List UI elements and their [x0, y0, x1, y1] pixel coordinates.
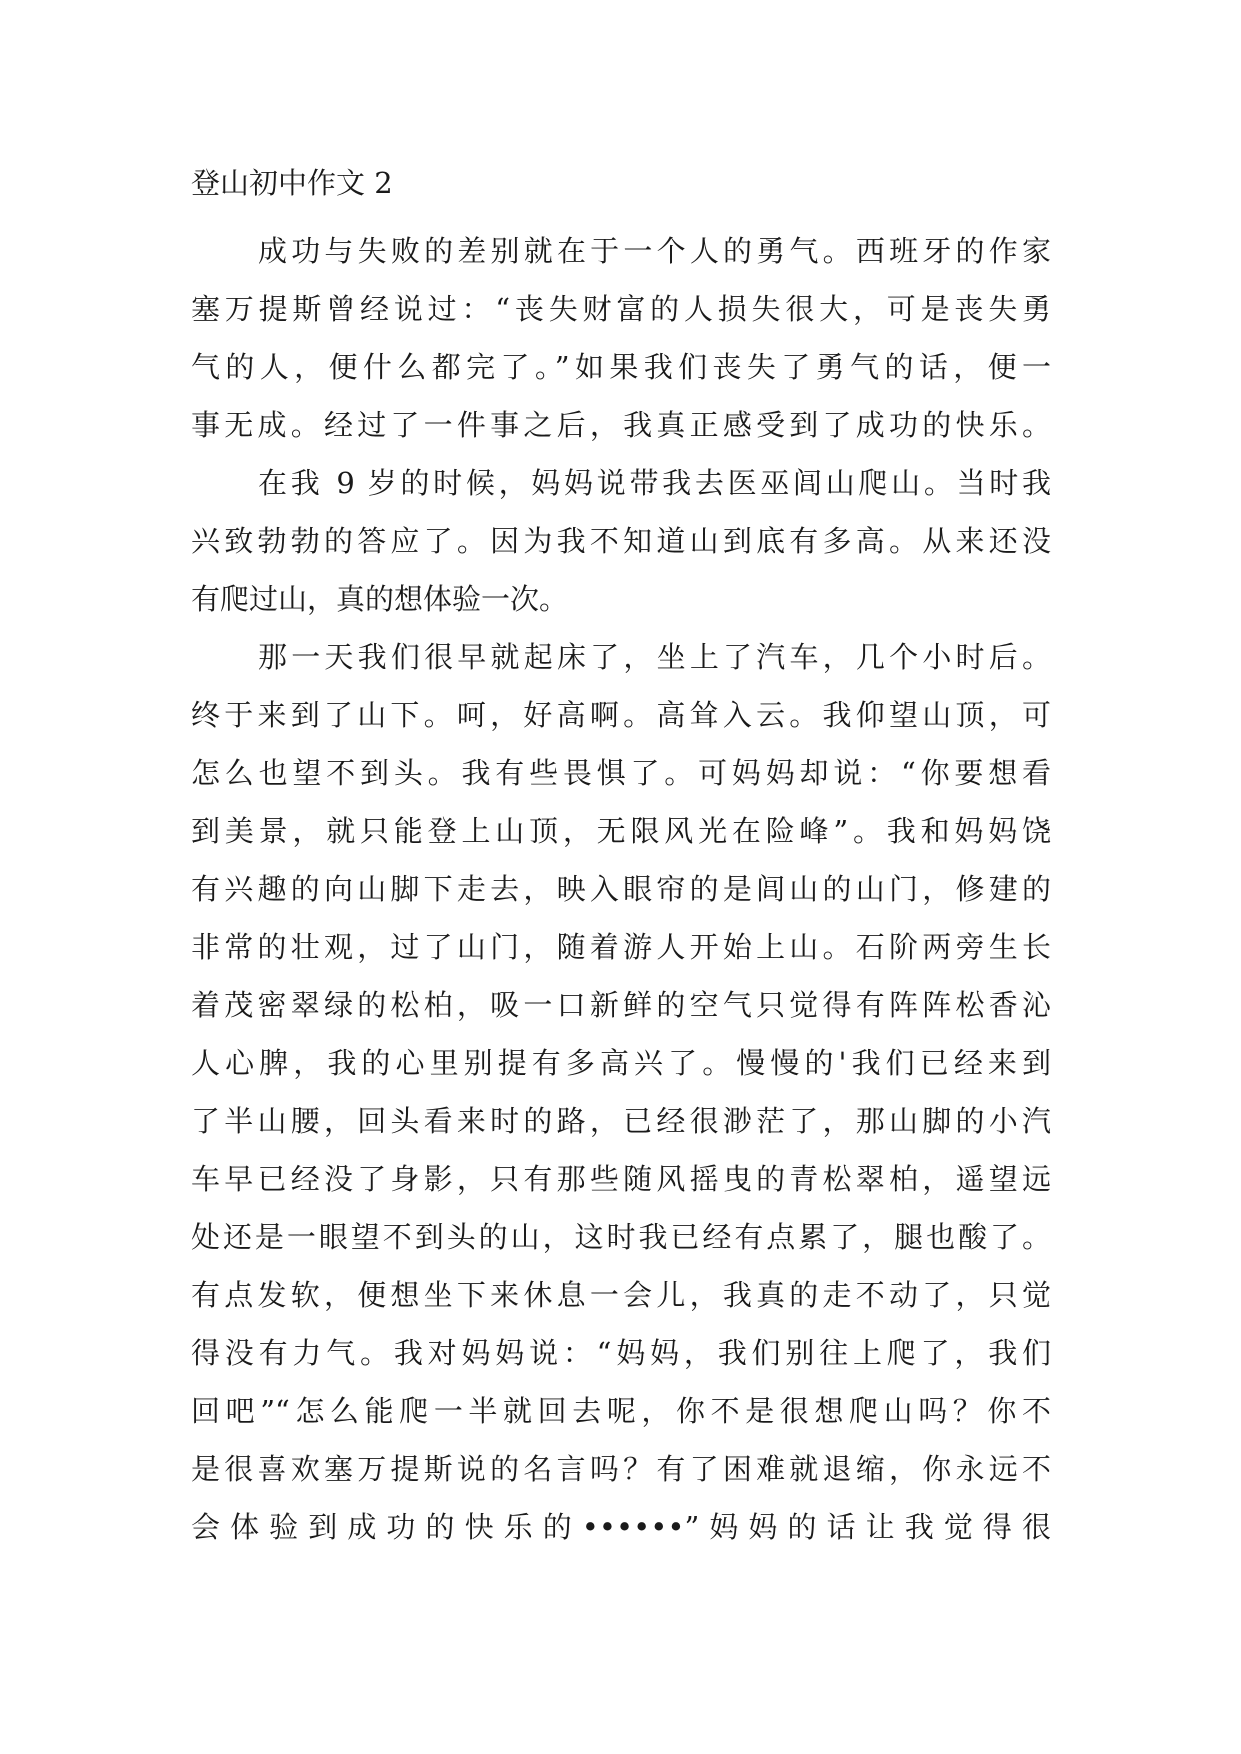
text-line: 兴致勃勃的答应了。因为我不知道山到底有多高。从来还没: [191, 524, 1051, 558]
text-line: 了半山腰，回头看来时的路，已经很渺茫了，那山脚的小汽: [191, 1104, 1051, 1138]
text-line: 那一天我们很早就起床了，坐上了汽车，几个小时后。: [258, 640, 1051, 674]
text-line: 是很喜欢塞万提斯说的名言吗？有了困难就退缩，你永远不: [191, 1452, 1051, 1486]
essay-body: [191, 222, 1051, 1556]
text-line: 处还是一眼望不到头的山，这时我已经有点累了，腿也酸了。: [191, 1220, 1051, 1254]
text-line: 得没有力气。我对妈妈说：“妈妈，我们别往上爬了，我们: [191, 1336, 1051, 1370]
text-line: 终于来到了山下。呵，好高啊。高耸入云。我仰望山顶，可: [191, 698, 1051, 732]
text-line: 在我 9 岁的时候，妈妈说带我去医巫闾山爬山。当时我: [258, 466, 1051, 500]
text-line: 会体验到成功的快乐的••••••”妈妈的话让我觉得很: [191, 1510, 1051, 1544]
document-title: 登山初中作文 2: [191, 166, 393, 200]
text-line: 事无成。经过了一件事之后，我真正感受到了成功的快乐。: [191, 408, 1051, 442]
text-line: 成功与失败的差别就在于一个人的勇气。西班牙的作家: [258, 234, 1051, 268]
text-line: 非常的壮观，过了山门，随着游人开始上山。石阶两旁生长: [191, 930, 1051, 964]
text-line: 到美景，就只能登上山顶，无限风光在险峰”。我和妈妈饶: [191, 814, 1051, 848]
text-line: 车早已经没了身影，只有那些随风摇曳的青松翠柏，遥望远: [191, 1162, 1051, 1196]
text-line: 着茂密翠绿的松柏，吸一口新鲜的空气只觉得有阵阵松香沁: [191, 988, 1051, 1022]
text-line: 气的人，便什么都完了。”如果我们丧失了勇气的话，便一: [191, 350, 1051, 384]
text-line: 有点发软，便想坐下来休息一会儿，我真的走不动了，只觉: [191, 1278, 1051, 1312]
text-line: 有爬过山，真的想体验一次。: [191, 582, 569, 616]
text-line: 怎么也望不到头。我有些畏惧了。可妈妈却说：“你要想看: [191, 756, 1051, 790]
text-line: 塞万提斯曾经说过：“丧失财富的人损失很大，可是丧失勇: [191, 292, 1051, 326]
text-line: 回吧”“怎么能爬一半就回去呢，你不是很想爬山吗？你不: [191, 1394, 1051, 1428]
text-line: 有兴趣的向山脚下走去，映入眼帘的是闾山的山门，修建的: [191, 872, 1051, 906]
text-line: 人心脾，我的心里别提有多高兴了。慢慢的'我们已经来到: [191, 1046, 1051, 1080]
